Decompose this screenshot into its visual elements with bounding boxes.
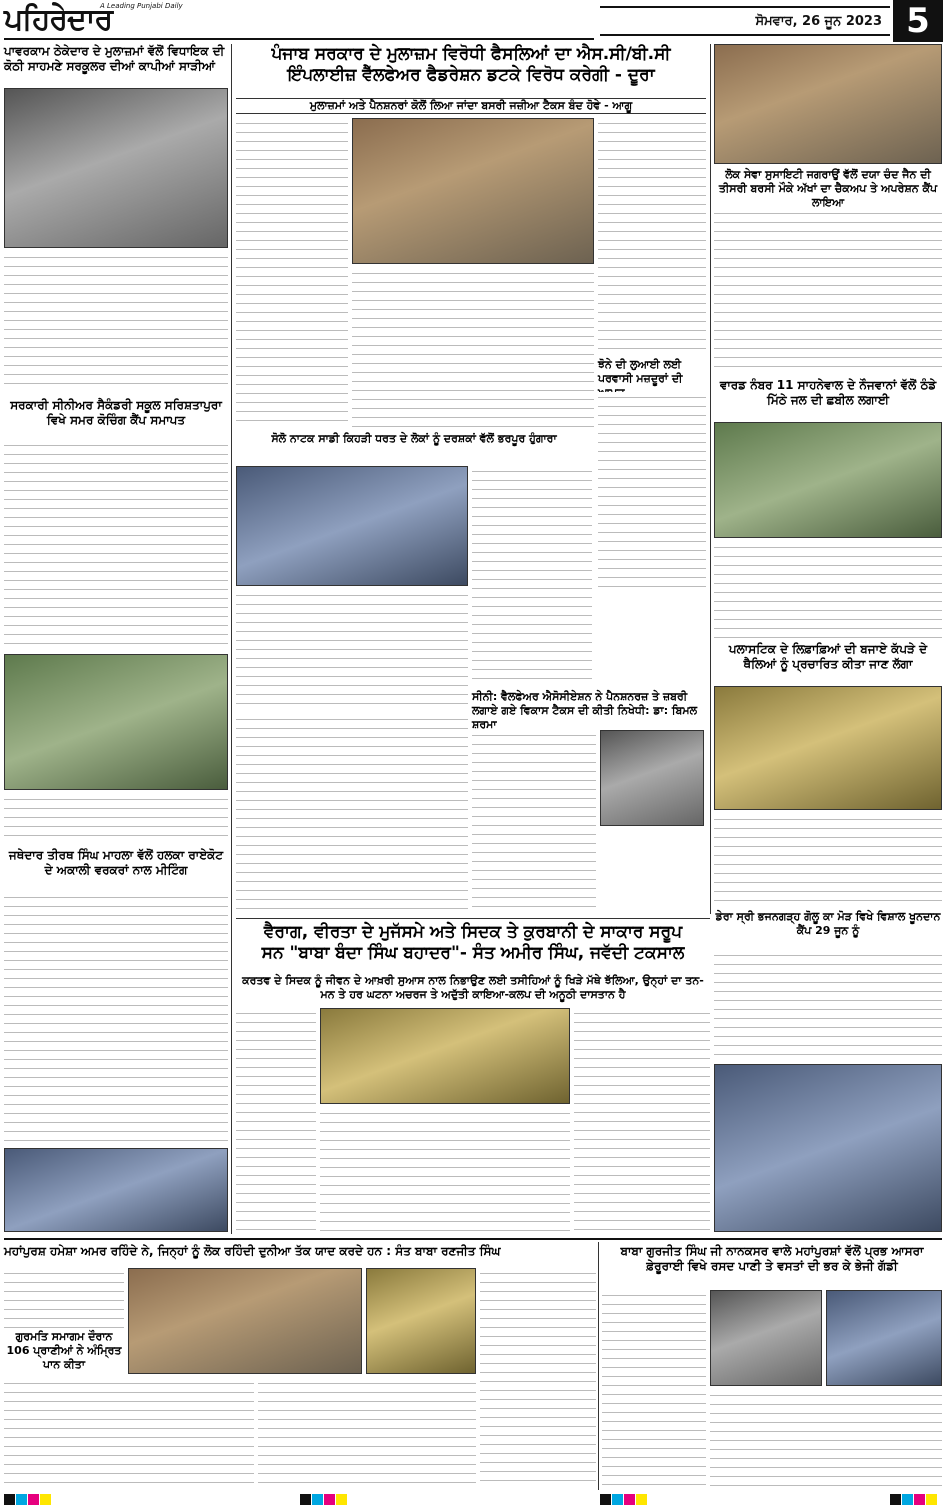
play-body-left: [236, 590, 468, 710]
registration-mark-cyan: [312, 1494, 323, 1505]
bottom-right-body: [710, 1390, 942, 1488]
registration-mark-yellow: [336, 1494, 347, 1505]
column-rule: [598, 1242, 599, 1490]
top-story-photo: [352, 118, 594, 264]
banda-headline-line1: ਵੈਰਾਗ, ਵੀਰਤਾ ਦੇ ਮੁਜੱਸਮੇ ਅਤੇ ਸਿਦਕ ਤੇ ਕੁਰਬਾਨੀ ਦੇ ਸਾਕਾਰ ਸਰੂਪ: [263, 922, 683, 942]
column-rule: [710, 44, 711, 914]
registration-mark-cyan: [902, 1494, 913, 1505]
right-story4-headline: ਡੇਰਾ ਸ੍ਰੀ ਭਜਨਗੜ੍ਹ ਗੋਲੂ ਕਾ ਮੋੜ ਵਿਖੇ ਵਿਸ਼ਾਲ ਖੂਨਦਾਨ ਕੈਂਪ 29 ਜੂਨ ਨੂੰ: [715, 910, 941, 937]
top-story-strap: ਮੁਲਾਜ਼ਮਾਂ ਅਤੇ ਪੈਨਸ਼ਨਰਾਂ ਕੋਲੋਂ ਲਿਆ ਜਾਂਦਾ ਬਸਰੀ ਜਜ਼ੀਆ ਟੈਕਸ ਬੰਦ ਹੋਵੇ - ਆਗੂ: [236, 98, 706, 114]
left-story2-photo: [4, 654, 228, 790]
banda-headline-line2: ਸਨ "ਬਾਬਾ ਬੰਦਾ ਸਿੰਘ ਬਹਾਦਰ"- ਸੰਤ ਅਮੀਰ ਸਿੰਘ, ਜਵੱਦੀ ਟਕਸਾਲ: [261, 943, 685, 964]
right-story2-photo: [714, 422, 942, 538]
bottom-left-headline: ਮਹਾਂਪੁਰਸ਼ ਹਮੇਸ਼ਾ ਅਮਰ ਰਹਿੰਦੇ ਨੇ, ਜਿਨ੍ਹਾਂ ਨੂੰ ਲੋਕ ਰਹਿੰਦੀ ਦੁਨੀਆ ਤੱਕ ਯਾਦ ਕਰਦੇ ਹਨ : ਸੰਤ ਬਾਬਾ ਰਣਜੀਤ ਸਿੰਘ: [4, 1244, 501, 1258]
citizen-portrait: [600, 730, 704, 826]
right-story2-body: [714, 542, 942, 638]
top-story-body-col2: [352, 268, 594, 428]
play-headline: ਸੋਲੋ ਨਾਟਕ ਸਾਡੀ ਕਿਹੜੀ ਧਰਤ ਦੇ ਲੋਕਾਂ ਨੂੰ ਦਰਸ਼ਕਾਂ ਵੱਲੋਂ ਭਰਪੂਰ ਹੁੰਗਾਰਾ: [271, 432, 557, 445]
top-story-headline: [236, 44, 706, 96]
right-story3-body: [714, 814, 942, 906]
registration-mark-magenta: [324, 1494, 335, 1505]
bottom-left-photo1: [128, 1268, 362, 1374]
bottom-right-photo1: [710, 1290, 822, 1386]
masthead-logo: ਪਹਿਰੇਦਾਰ: [4, 2, 113, 37]
bottom-left-photo2: [366, 1268, 476, 1374]
bottom-right-headline: [602, 1244, 942, 1286]
registration-mark-cyan: [612, 1494, 623, 1505]
registration-mark-black: [4, 1494, 15, 1505]
bottom-right-headline-line1: ਬਾਬਾ ਗੁਰਜੀਤ ਸਿੰਘ ਜੀ ਨਾਨਕਸਰ ਵਾਲੇ ਮਹਾਂਪੁਰਸ਼ਾਂ ਵੱਲੋਂ ਪ੍ਰਭ ਆਸਰਾ: [620, 1244, 924, 1258]
registration-mark-magenta: [914, 1494, 925, 1505]
banda-headline: [236, 922, 710, 970]
banda-body-col3: [574, 1008, 710, 1232]
registration-mark-yellow: [636, 1494, 647, 1505]
play-body-cont: [236, 714, 468, 914]
bottom-right-body-left: [602, 1290, 706, 1488]
masthead-rule: [4, 38, 594, 40]
right-story1-headline: ਲੋਕ ਸੇਵਾ ਸੁਸਾਇਟੀ ਜਗਰਾਉਂ ਵੱਲੋਂ ਦਯਾ ਚੰਦ ਜੈਨ ਦੀ ਤੀਸਰੀ ਬਰਸੀ ਮੌਕੇ ਅੱਖਾਂ ਦਾ ਚੈਕਅਪ ਤੇ ਅਪਰੇਸ਼ਨ ਕੈਂਪ ਲਾਇਆ: [718, 168, 938, 209]
issue-date: ਸੋਮਵਾਰ, 26 ਜੂਨ 2023: [600, 6, 890, 36]
migrant-body: [598, 392, 706, 592]
top-story-headline-line1: ਪੰਜਾਬ ਸਰਕਾਰ ਦੇ ਮੁਲਾਜ਼ਮ ਵਿਰੋਧੀ ਫੈਸਲਿਆਂ ਦਾ ਐਸ.ਸੀ/ਬੀ.ਸੀ: [271, 44, 671, 64]
left-story2-caption: [4, 794, 228, 844]
bottom-left-sub: ਗੁਰਮਤਿ ਸਮਾਗਮ ਦੌਰਾਨ 106 ਪ੍ਰਾਣੀਆਂ ਨੇ ਅੰਮ੍ਰਿਤ ਪਾਨ ਕੀਤਾ: [6, 1330, 122, 1371]
left-story2-headline: ਸਰਕਾਰੀ ਸੀਨੀਅਰ ਸੈਕੰਡਰੀ ਸਕੂਲ ਸਰਿਸ਼ਤਾਪੁਰਾ ਵਿਖੇ ਸਮਰ ਕੋਚਿੰਗ ਕੈਂਪ ਸਮਾਪਤ: [10, 398, 222, 427]
right-story3-headline: ਪਲਾਸਟਿਕ ਦੇ ਲਿਫ਼ਾਫ਼ਿਆਂ ਦੀ ਬਜਾਏ ਕੱਪੜੇ ਦੇ ਥੈਲਿਆਂ ਨੂੰ ਪ੍ਰਚਾਰਿਤ ਕੀਤਾ ਜਾਣ ਲੱਗਾ: [728, 642, 928, 671]
left-story3-photo: [4, 1148, 228, 1232]
bottom-left-body-right: [480, 1268, 596, 1488]
citizen-headline: ਸੀਨੀ: ਵੈਲਫੇਅਰ ਐਸੋਸੀਏਸ਼ਨ ਨੇ ਪੈਨਸ਼ਨਰਜ਼ ਤੇ ਜ਼ਬਰੀ ਲਗਾਏ ਗਏ ਵਿਕਾਸ ਟੈਕਸ ਦੀ ਕੀਤੀ ਨਿਖੇਧੀ: ਡਾ: ਬਿਮਲ ਸ਼ਰਮਾ: [472, 690, 698, 731]
banda-body-col1: [236, 1008, 316, 1232]
right-story1-body: [714, 208, 942, 374]
column-rule: [231, 44, 232, 1234]
registration-mark-black: [890, 1494, 901, 1505]
left-story1-body: [4, 252, 228, 392]
registration-mark-black: [600, 1494, 611, 1505]
registration-mark-cyan: [16, 1494, 27, 1505]
bottom-right-photo2: [826, 1290, 942, 1386]
top-story-body-col3: [598, 118, 706, 354]
play-body-right: [472, 466, 592, 686]
print-registration-bar: [0, 1492, 945, 1507]
left-story2-body: [4, 440, 228, 652]
bottom-left-body-mid: [258, 1378, 476, 1488]
top-story-headline-line2: ਇੰਪਲਾਈਜ਼ ਵੈੱਲਫੇਅਰ ਫੈਡਰੇਸ਼ਨ ਡਟਕੇ ਵਿਰੋਧ ਕਰੇਗੀ - ਦੂਰਾ: [287, 65, 655, 86]
page-number: 5: [893, 0, 943, 42]
citizen-body-left: [472, 730, 596, 910]
left-story1-photo: [4, 88, 228, 248]
right-story3-photo: [714, 686, 942, 810]
section-rule: [236, 918, 710, 919]
banda-body-col2: [320, 1108, 570, 1232]
bottom-left-body: [4, 1378, 254, 1488]
right-story1-photo: [714, 44, 942, 164]
right-story4-photo: [714, 1064, 942, 1232]
banda-photo: [320, 1008, 570, 1104]
left-story3-headline: ਜਥੇਦਾਰ ਤੀਰਥ ਸਿੰਘ ਮਾਹਲਾ ਵੱਲੋਂ ਹਲਕਾ ਰਾਏਕੋਟ ਦੇ ਅਕਾਲੀ ਵਰਕਰਾਂ ਨਾਲ ਮੀਟਿੰਗ: [8, 848, 224, 877]
registration-mark-black: [300, 1494, 311, 1505]
left-story3-body: [4, 892, 228, 1142]
masthead-tagline: A Leading Punjabi Daily: [100, 2, 183, 10]
banda-strap: ਕਰਤਵ ਦੇ ਸਿਦਕ ਨੂੰ ਜੀਵਨ ਦੇ ਆਖ਼ਰੀ ਸੁਆਸ ਨਾਲ ਨਿਭਾਉਣ ਲਈ ਤਸੀਹਿਆਂ ਨੂੰ ਖਿੜੇ ਮੱਥੇ ਝੱਲਿਆ, ਉਨ੍ਹਾਂ ਦਾ ਤਨ-ਮਨ ਤੇ ਹਰ ਘਟਨਾ ਅਚਰਜ ਤੇ ਅਦੁੱਤੀ ਕਾਇਆ-ਕਲਪ ਦੀ ਅਨੂਠੀ ਦਾਸਤਾਨ ਹੈ: [242, 974, 704, 1001]
migrant-headline: ਝੋਨੇ ਦੀ ਲੁਆਈ ਲਈ ਪਰਵਾਸੀ ਮਜ਼ਦੂਰਾਂ ਦੀ: [598, 358, 683, 385]
registration-mark-magenta: [28, 1494, 39, 1505]
registration-mark-yellow: [926, 1494, 937, 1505]
registration-mark-yellow: [40, 1494, 51, 1505]
left-story1-headline: ਪਾਵਰਕਾਮ ਠੇਕੇਦਾਰ ਦੇ ਮੁਲਾਜ਼ਮਾਂ ਵੱਲੋਂ ਵਿਧਾਇਕ ਦੀ ਕੋਠੀ ਸਾਹਮਣੇ ਸਰਕੂਲਰ ਦੀਆਂ ਕਾਪੀਆਂ ਸਾੜੀਆਂ: [4, 44, 225, 73]
bottom-right-headline-line2: ਫ਼ੇਰੂਰਾਈ ਵਿਖੇ ਰਸਦ ਪਾਣੀ ਤੇ ਵਸਤਾਂ ਦੀ ਭਰ ਕੇ ਭੇਜੀ ਗੱਡੀ: [646, 1259, 898, 1273]
top-story-body-col1: [236, 118, 348, 428]
right-story4-body: [714, 950, 942, 1060]
bottom-section-rule: [4, 1238, 942, 1240]
bottom-left-lead: [4, 1268, 124, 1328]
registration-mark-magenta: [624, 1494, 635, 1505]
right-story2-headline: ਵਾਰਡ ਨੰਬਰ 11 ਸਾਹਨੇਵਾਲ ਦੇ ਨੌਜਵਾਨਾਂ ਵੱਲੋਂ ਠੰਡੇ ਮਿੱਠੇ ਜਲ ਦੀ ਛਬੀਲ ਲਗਾਈ: [719, 378, 937, 407]
play-photo: [236, 466, 468, 586]
